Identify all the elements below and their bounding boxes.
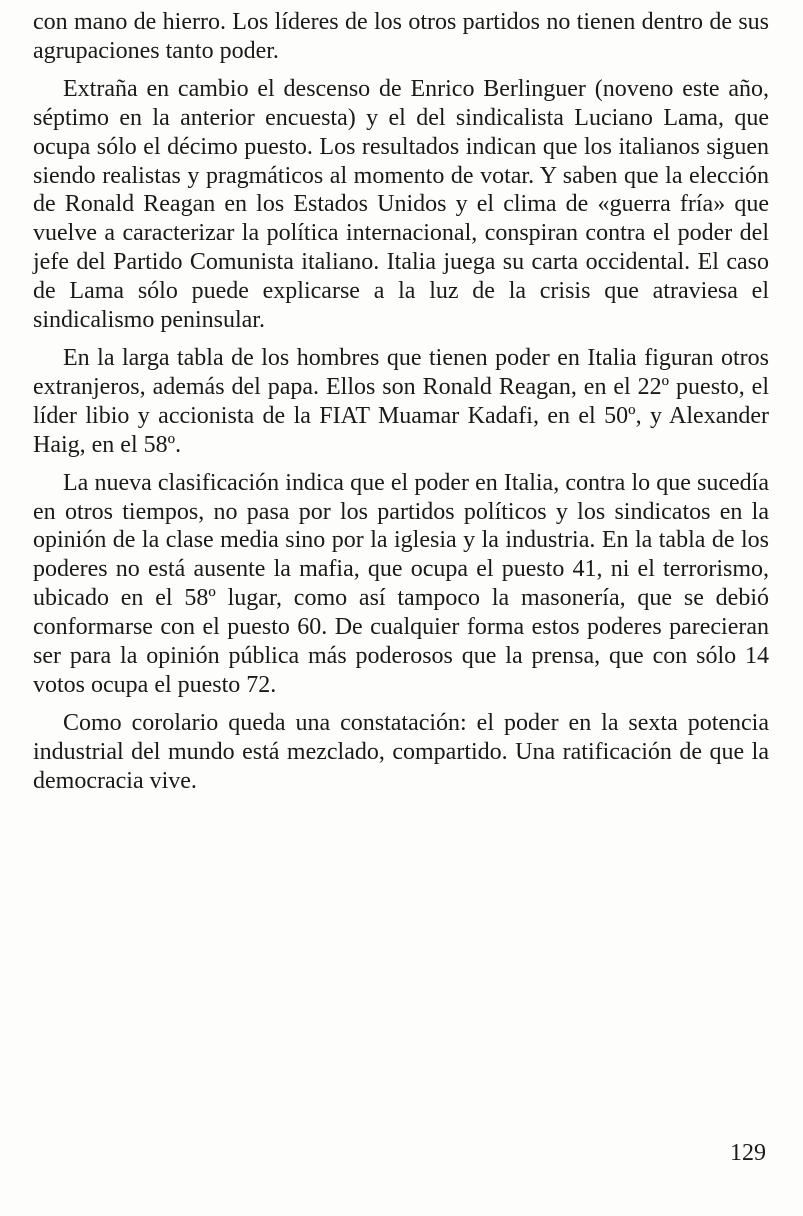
paragraph-4: La nueva clasificación indica que el poder en Italia, contra lo que sucedía en otros tiempos, no pasa por los partidos políticos y los sindicatos en la opinión de la clase media sino por la iglesia y la industria. En la tabla de los poderes no está ausente la mafia, que ocupa el puesto 41, ni el terrorismo, ubicado en el 58º lugar, como así tampoco la masonería, que se debió conformarse con el puesto 60. De cualquier forma estos poderes parecieran ser para la opinión pública más poderosos que la prensa, que con sólo 14 votos ocupa el puesto 72. [33,469,769,698]
body-text [33,8,769,805]
paragraph-3: En la larga tabla de los hombres que tienen poder en Italia figuran otros extranjeros, además del papa. Ellos son Ronald Reagan, en el 22º puesto, el líder libio y accionista de la FIAT Muamar Kadafi, en el 50º, y Alexander Haig, en el 58º. [33,344,769,458]
paragraph-1: con mano de hierro. Los líderes de los otros partidos no tienen dentro de sus agrupaciones tanto poder. [33,9,769,64]
page-number: 129 [730,1140,766,1166]
paragraph-2: Extraña en cambio el descenso de Enrico Berlinguer (noveno este año, séptimo en la anterior encuesta) y el del sindicalista Luciano Lama, que ocupa sólo el décimo puesto. Los resultados indican que los italianos siguen siendo realistas y pragmáticos al momento de votar. Y saben que la elección de Ronald Reagan en los Estados Unidos y el clima de «guerra fría» que vuelve a caracterizar la política internacional, conspiran contra el poder del jefe del Partido Comunista italiano. Italia juega su carta occidental. El caso de Lama sólo puede explicarse a la luz de la crisis que atraviesa el sindicalismo peninsular. [33,75,769,334]
paragraph-5: Como corolario queda una constatación: el poder en la sexta potencia industrial del mundo está mezclado, compartido. Una ratificación de que la democracia vive. [33,709,769,794]
